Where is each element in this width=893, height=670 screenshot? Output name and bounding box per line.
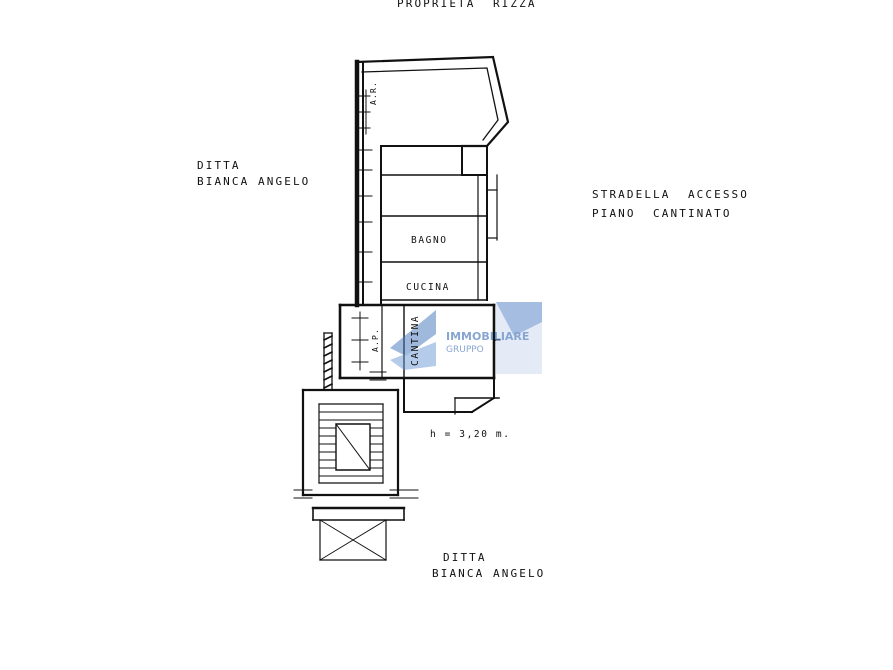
label-bottom-owner-line1: DITTA [443, 551, 487, 564]
label-right-note-line2: PIANO CANTINATO [592, 207, 732, 220]
label-left-owner-line1: DITTA [197, 159, 241, 172]
label-vertical-ar: A.R. [369, 80, 378, 105]
label-vertical-ap: A.P. [371, 327, 380, 352]
watermark-brand-line2: GRUPPO [446, 345, 484, 355]
label-room-cucina: CUCINA [406, 282, 450, 293]
label-room-bagno: BAGNO [411, 235, 448, 246]
label-room-cantina: CANTINA [410, 314, 421, 366]
label-bottom-owner-line2: BIANCA ANGELO [432, 567, 546, 580]
label-height-note: h = 3,20 m. [430, 429, 511, 440]
label-top-owner: PROPRIETA RIZZA [397, 0, 537, 10]
label-left-owner-line2: BIANCA ANGELO [197, 175, 311, 188]
label-right-note-line1: STRADELLA ACCESSO [592, 188, 750, 201]
watermark-brand-line1: IMMOBILIARE [446, 330, 530, 343]
